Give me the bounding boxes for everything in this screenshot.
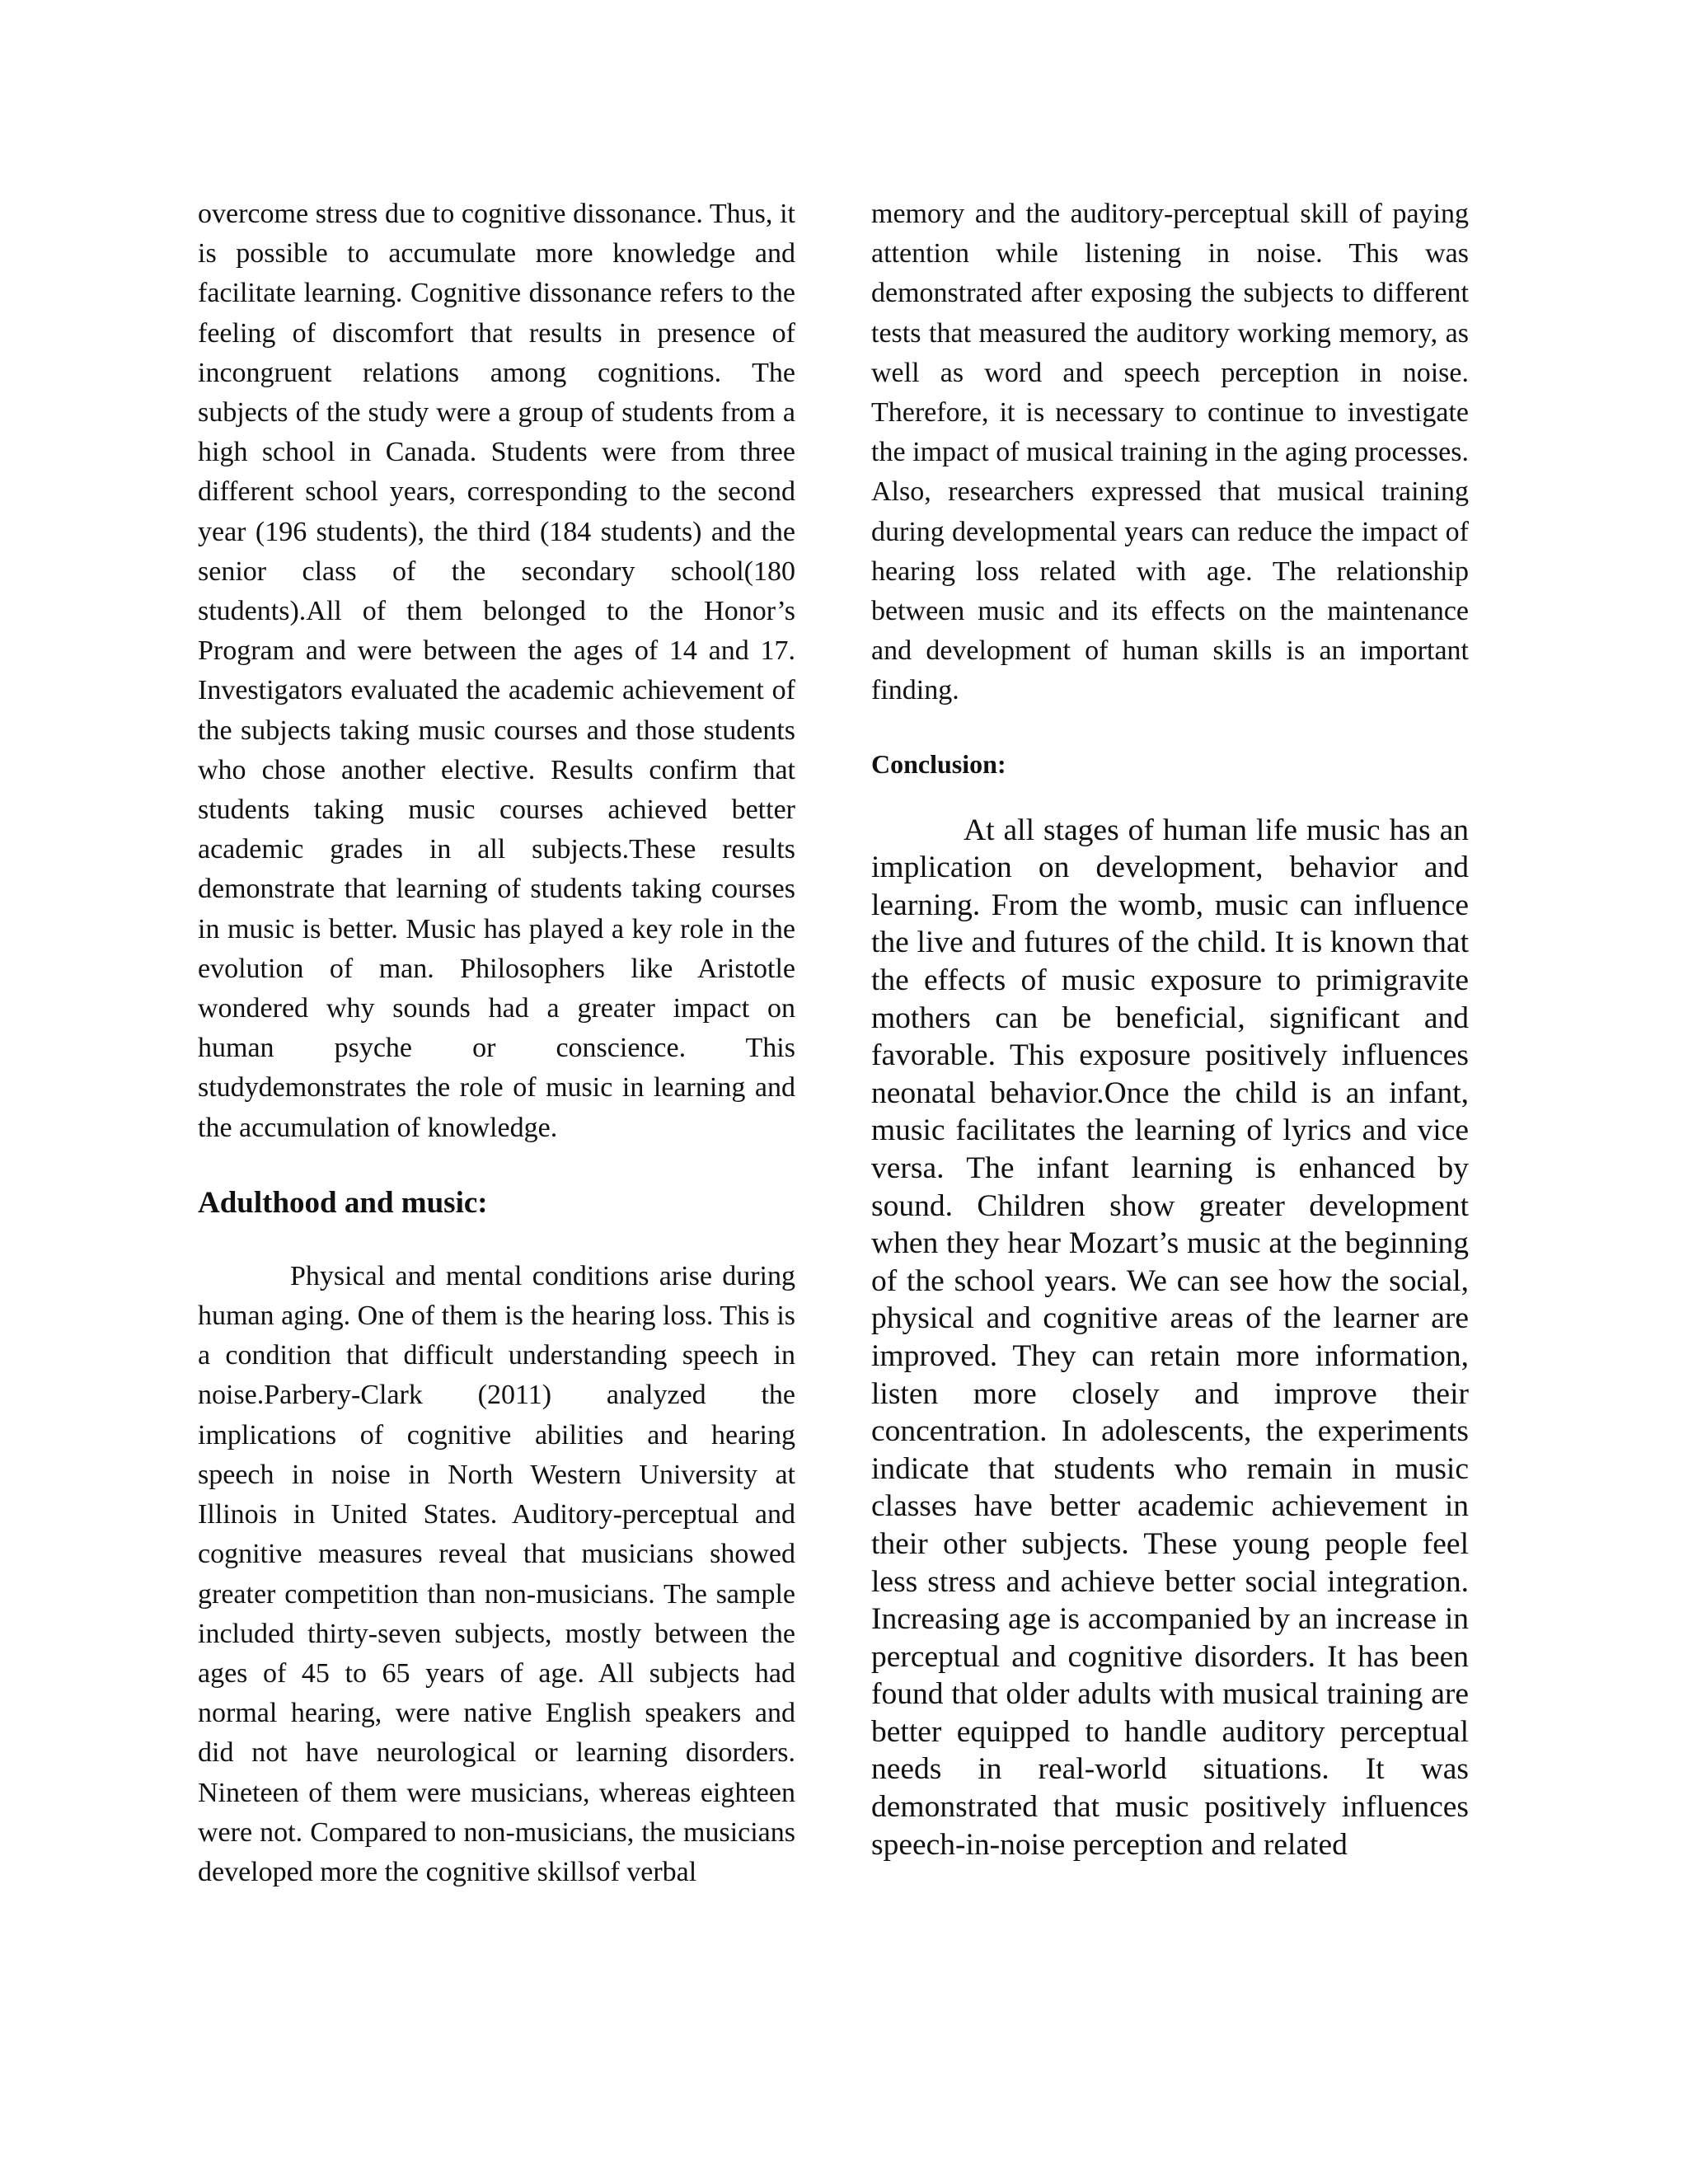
section-heading-adulthood: Adulthood and music: <box>198 1185 488 1220</box>
body-paragraph: Physical and mental conditions arise during human aging. One of them is the hearing loss. This is a condition that difficult understanding speech in noise.Parbery-Clark (2011) analyzed the implications of cognitive abilities and hearing speech in noise in North Western University at Illinois in United States. Auditory-perceptual and cognitive measures reveal that musicians showed greater competition than non-musicians. The sample included thirty-seven subjects, mostly between the ages of 45 to 65 years of age. All subjects had normal hearing, were native English speakers and did not have neurological or learning disorders. Nineteen of them were musicians, whereas eighteen were not. Compared to non-musicians, the musicians developed more the cognitive skillsof verbal <box>198 1260 795 1887</box>
left-column <box>198 194 795 1892</box>
body-paragraph: memory and the auditory-perceptual skill of paying attention while listening in noise. This was demonstrated after exposing the subjects to different tests that measured the auditory working memory, as well as word and speech perception in noise. Therefore, it is necessary to continue to investigate the impact of musical training in the aging processes. Also, researchers expressed that musical training during developmental years can reduce the impact of hearing loss related with age. The relationship between music and its effects on the maintenance and development of human skills is an important finding. <box>871 199 1469 706</box>
conclusion-paragraph: At all stages of human life music has an implication on development, behavior and learning. From the womb, music can influence the live and futures of the child. It is known that the effects of music exposure to primigravite mothers can be beneficial, significant and favorable. This exposure positively influences neonatal behavior.Once the child is an infant, music facilitates the learning of lyrics and vice versa. The infant learning is enhanced by sound. Children show greater development when they hear Mozart’s music at the beginning of the school years. We can see how the social, physical and cognitive areas of the learner are improved. They can retain more information, listen more closely and improve their concentration. In adolescents, the experiments indicate that students who remain in music classes have better academic achievement in their other subjects. These young people feel less stress and achieve better social integration. Increasing age is accompanied by an increase in perceptual and cognitive disorders. It has been found that older adults with musical training are better equipped to handle auditory perceptual needs in real-world situations. It was demonstrated that music positively influences speech-in-noise perception and related <box>871 813 1469 1862</box>
right-column <box>871 194 1469 1863</box>
body-paragraph: overcome stress due to cognitive dissonance. Thus, it is possible to accumulate more knowledge and facilitate learning. Cognitive dissonance refers to the feeling of discomfort that results in presence of incongruent relations among cognitions. The subjects of the study were a group of students from a high school in Canada. Students were from three different school years, corresponding to the second year (196 students), the third (184 students) and the senior class of the secondary school(180 students).All of them belonged to the Honor’s Program and were between the ages of 14 and 17. Investigators evaluated the academic achievement of the subjects taking music courses and those students who chose another elective. Results confirm that students taking music courses achieved better academic grades in all subjects.These results demonstrate that learning of students taking courses in music is better. Music has played a key role in the evolution of man. Philosophers like Aristotle wondered why sounds had a greater impact on human psyche or conscience. This studydemonstrates the role of music in learning and the accumulation of knowledge. <box>198 199 795 1143</box>
section-heading-conclusion: Conclusion: <box>871 748 1006 779</box>
